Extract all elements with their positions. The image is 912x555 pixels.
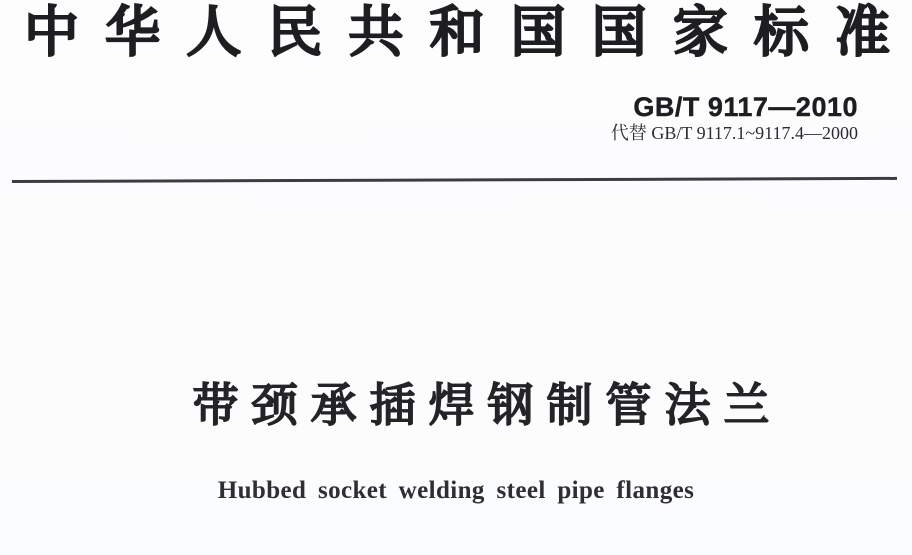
supersedes-note: 代替 GB/T 9117.1~9117.4—2000 xyxy=(610,123,858,144)
document-title-zh: 带 颈 承 插 焊 钢 制 管 法 兰 xyxy=(192,379,770,431)
national-standard-header: 中 华 人 民 共 和 国 国 家 标 准 xyxy=(24,2,890,63)
header-divider-rule xyxy=(12,177,897,183)
standard-number-block xyxy=(611,93,858,144)
standard-code: GB/T 9117—2010 xyxy=(633,92,858,122)
document-title-en: Hubbed socket welding steel pipe flanges xyxy=(217,477,695,504)
